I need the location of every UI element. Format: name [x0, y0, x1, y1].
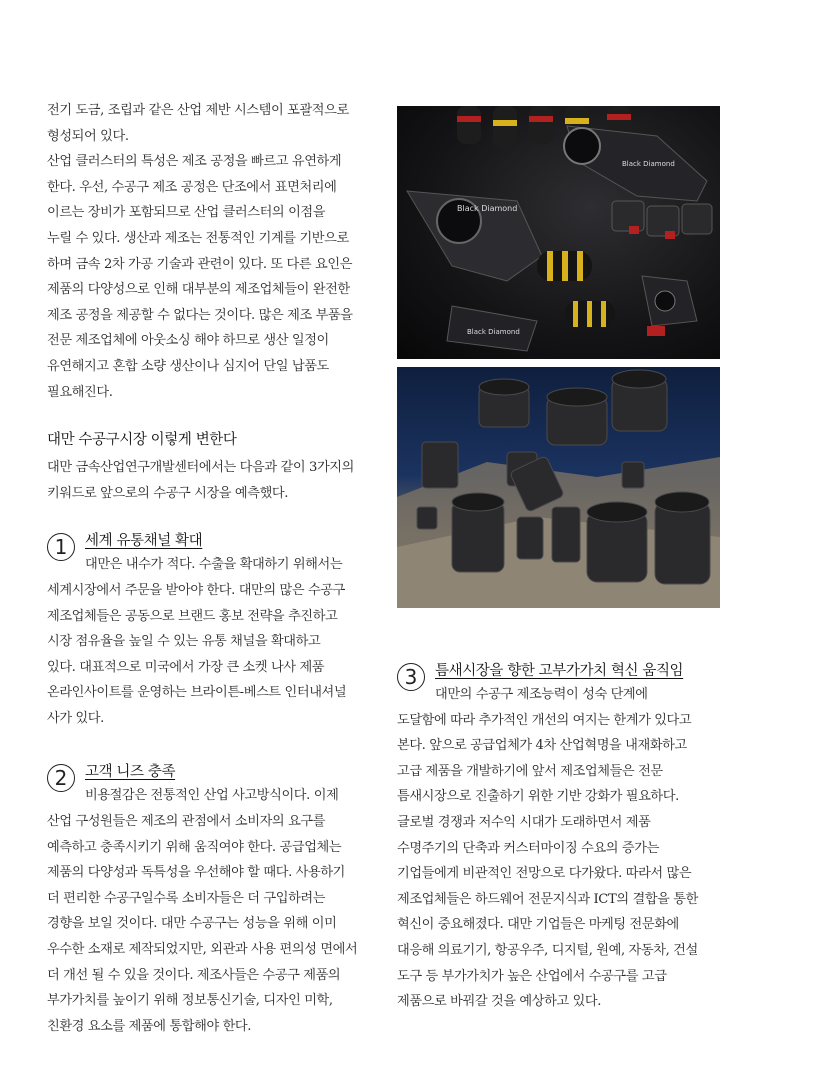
point-title: 고객 니즈 충족 [85, 764, 176, 781]
brand-label: Black Diamond [457, 204, 518, 213]
point-number-badge: 1 [47, 533, 75, 561]
point-body: 대만은 내수가 적다. 수출을 확대하기 위해서는 세계시장에서 주문을 받아야 한다. 대만의 많은 수공구 제조업체들은 공동으로 브랜드 홍보 전략을 추진하고 시장 점유율을 높일 수 있는 유통 채널을 확대하고 있다. 대표적으로 미국에서 가장 큰 소켓 나사 제품 온라인사이트를 운영하는 브라이튼-베스트 인터내셔널 사가 있다. [47, 557, 347, 726]
brand-label: Black Diamond [622, 160, 675, 168]
intro-paragraph: 전기 도금, 조립과 같은 산업 제반 시스템이 포괄적으로 형성되어 있다. 산업 클러스터의 특성은 제조 공정을 빠르고 유연하게 한다. 우선, 수공구 제조 공정은 단조에서 표면처리에 이르는 장비가 포함되므로 산업 클러스터의 이점을 누릴 수 있다. 생산과 제조는 전통적인 기계를 기반으로 하며 금속 2차 가공 기술과 관련이 있다. 또 다른 요인은 제품의 다양성으로 인해 대부분의 제조업체들이 완전한 제조 공정을 제공할 수 없다는 것이다. 많은 제조 부품을 전문 제조업체에 아웃소싱 해야 하므로 생산 일정이 유연해지고 혼합 소량 생산이나 심지어 단일 납품도 필요해진다. [47, 103, 353, 400]
point-number-badge: 3 [397, 663, 425, 691]
point-title: 세계 유통채널 확대 [85, 533, 203, 550]
large-tube-cutter [407, 191, 592, 281]
point-3 [397, 660, 725, 1015]
section-intro: 대만 금속산업연구개발센터에서는 다음과 같이 3가지의 키워드로 앞으로의 수공구 시장을 예측했다. [47, 460, 354, 501]
small-cutters [447, 276, 697, 351]
right-column [397, 660, 725, 1015]
tube-cutter-photo [397, 106, 720, 359]
left-column [47, 98, 375, 1039]
mini-cutters [612, 201, 712, 239]
section-heading: 대만 수공구시장 이렇게 변한다 [47, 432, 237, 449]
point-body: 대만의 수공구 제조능력이 성숙 단계에 도달함에 따라 추가적인 개선의 여지는 한계가 있다고 본다. 앞으로 공급업체가 4차 산업혁명을 내재화하고 고급 제품을 개발하기에 앞서 제조업체들은 전문 틈새시장으로 진출하기 위한 기반 강화가 필요하다. 글로벌 경쟁과 저수익 시대가 도래하면서 제품 수명주기의 단축과 커스터마이징 수요의 증가는 기업들에게 비관적인 전망으로 다가왔다. 따라서 많은 제조업체들은 하드웨어 전문지식과 ICT의 결합을 통한 혁신이 중요해졌다. 대만 기업들은 마케팅 전문화에 대응해 의료기기, 항공우주, 디지털, 원예, 자동차, 건설 도구 등 부가가치가 높은 산업에서 수공구를 고급 제품으로 바꿔갈 것을 예상하고 있다. [397, 687, 698, 1010]
brand-label: Black Diamond [467, 328, 520, 336]
point-2 [47, 761, 375, 1039]
point-1 [47, 530, 375, 731]
point-body: 비용절감은 전통적인 산업 사고방식이다. 이제 산업 구성원들은 제조의 관점에서 소비자의 요구를 예측하고 충족시키기 위해 움직여야 한다. 공급업체는 제품의 다양성과 독특성을 우선해야 할 때다. 사용하기 더 편리한 수공구일수록 소비자들은 더 구입하려는 경향을 보일 것이다. 대만 수공구는 성능을 위해 이미 우수한 소재로 제작되었지만, 외관과 사용 편의성 면에서 더 개선 될 수 있을 것이다. 제조사들은 수공구 제품의 부가가치를 높이기 위해 정보통신기술, 디자인 미학, 친환경 요소를 제품에 통합해야 한다. [47, 788, 358, 1034]
point-number-badge: 2 [47, 764, 75, 792]
point-title: 틈새시장을 향한 고부가가치 혁신 움직임 [435, 663, 684, 679]
impact-socket-photo [397, 367, 720, 608]
ratchet-cutter [564, 126, 707, 201]
